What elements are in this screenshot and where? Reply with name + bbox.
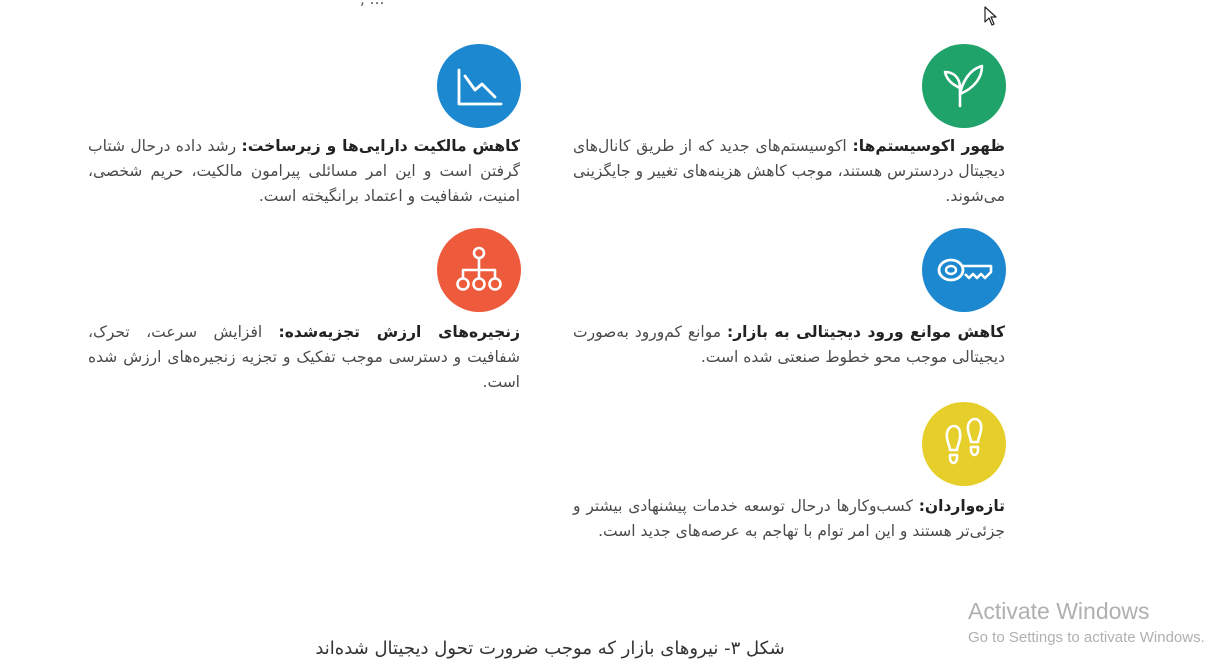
- entry-barriers-title: کاهش موانع ورود دیجیتالی به بازار:: [727, 323, 1005, 341]
- entry-barriers-icon-circle: [922, 228, 1006, 312]
- top-text-fragment: [360, 0, 385, 8]
- newcomers-text: [573, 494, 1005, 544]
- newcomers-body: کسب‌وکارها درحال توسعه خدمات پیشنهادی بیشتر و جزئی‌تر هستند و این امر توام با تهاجم به عرصه‌های جدید است.: [573, 497, 1005, 540]
- footprints-icon: [936, 416, 992, 472]
- declining-chart-icon: [451, 58, 507, 114]
- value-chains-title: زنجیره‌های ارزش تجزیه‌شده:: [278, 323, 520, 341]
- newcomers-icon-circle: [922, 402, 1006, 486]
- mouse-cursor-icon: [984, 6, 998, 26]
- ecosystems-text: [573, 134, 1005, 209]
- entry-barriers-body: موانع کم‌ورود به‌صورت دیجیتالی موجب محو خطوط صنعتی شده است.: [573, 323, 1005, 366]
- key-icon: [931, 242, 997, 298]
- watermark-subtitle: Go to Settings to activate Windows.: [968, 629, 1205, 646]
- figure-caption: شکل ۳- نیروهای بازار که موجب ضرورت تحول دیجیتال شده‌اند: [315, 638, 785, 659]
- asset-ownership-text: [88, 134, 520, 209]
- value-chains-body: افزایش سرعت، تحرک، شفافیت و دسترسی موجب تفکیک و تجزیه زنجیره‌های ارزش شده است.: [88, 323, 520, 391]
- watermark-title: Activate Windows: [968, 598, 1150, 624]
- asset-ownership-title: کاهش مالکیت دارایی‌ها و زیرساخت:: [241, 137, 521, 155]
- ecosystems-title: ظهور اکوسیستم‌ها:: [852, 137, 1005, 155]
- asset-ownership-body: رشد داده درحال شتاب گرفتن است و این امر مسائلی پیرامون مالکیت، حریم شخصی، امنیت، شفافیت و اعتماد برانگیخته است.: [88, 137, 520, 205]
- ecosystems-icon-circle: [922, 44, 1006, 128]
- value-chains-icon-circle: [437, 228, 521, 312]
- hierarchy-icon: [451, 242, 507, 298]
- activate-windows-watermark: [968, 596, 1205, 648]
- sprout-icon: [936, 58, 992, 114]
- entry-barriers-text: [573, 320, 1005, 370]
- ecosystems-body: اکوسیستم‌های جدید که از طریق کانال‌های دیجیتال دردسترس هستند، موجب کاهش هزینه‌های تغییر و جایگزینی می‌شوند.: [573, 137, 1005, 205]
- asset-ownership-icon-circle: [437, 44, 521, 128]
- value-chains-text: [88, 320, 520, 395]
- newcomers-title: تازه‌واردان:: [918, 497, 1005, 515]
